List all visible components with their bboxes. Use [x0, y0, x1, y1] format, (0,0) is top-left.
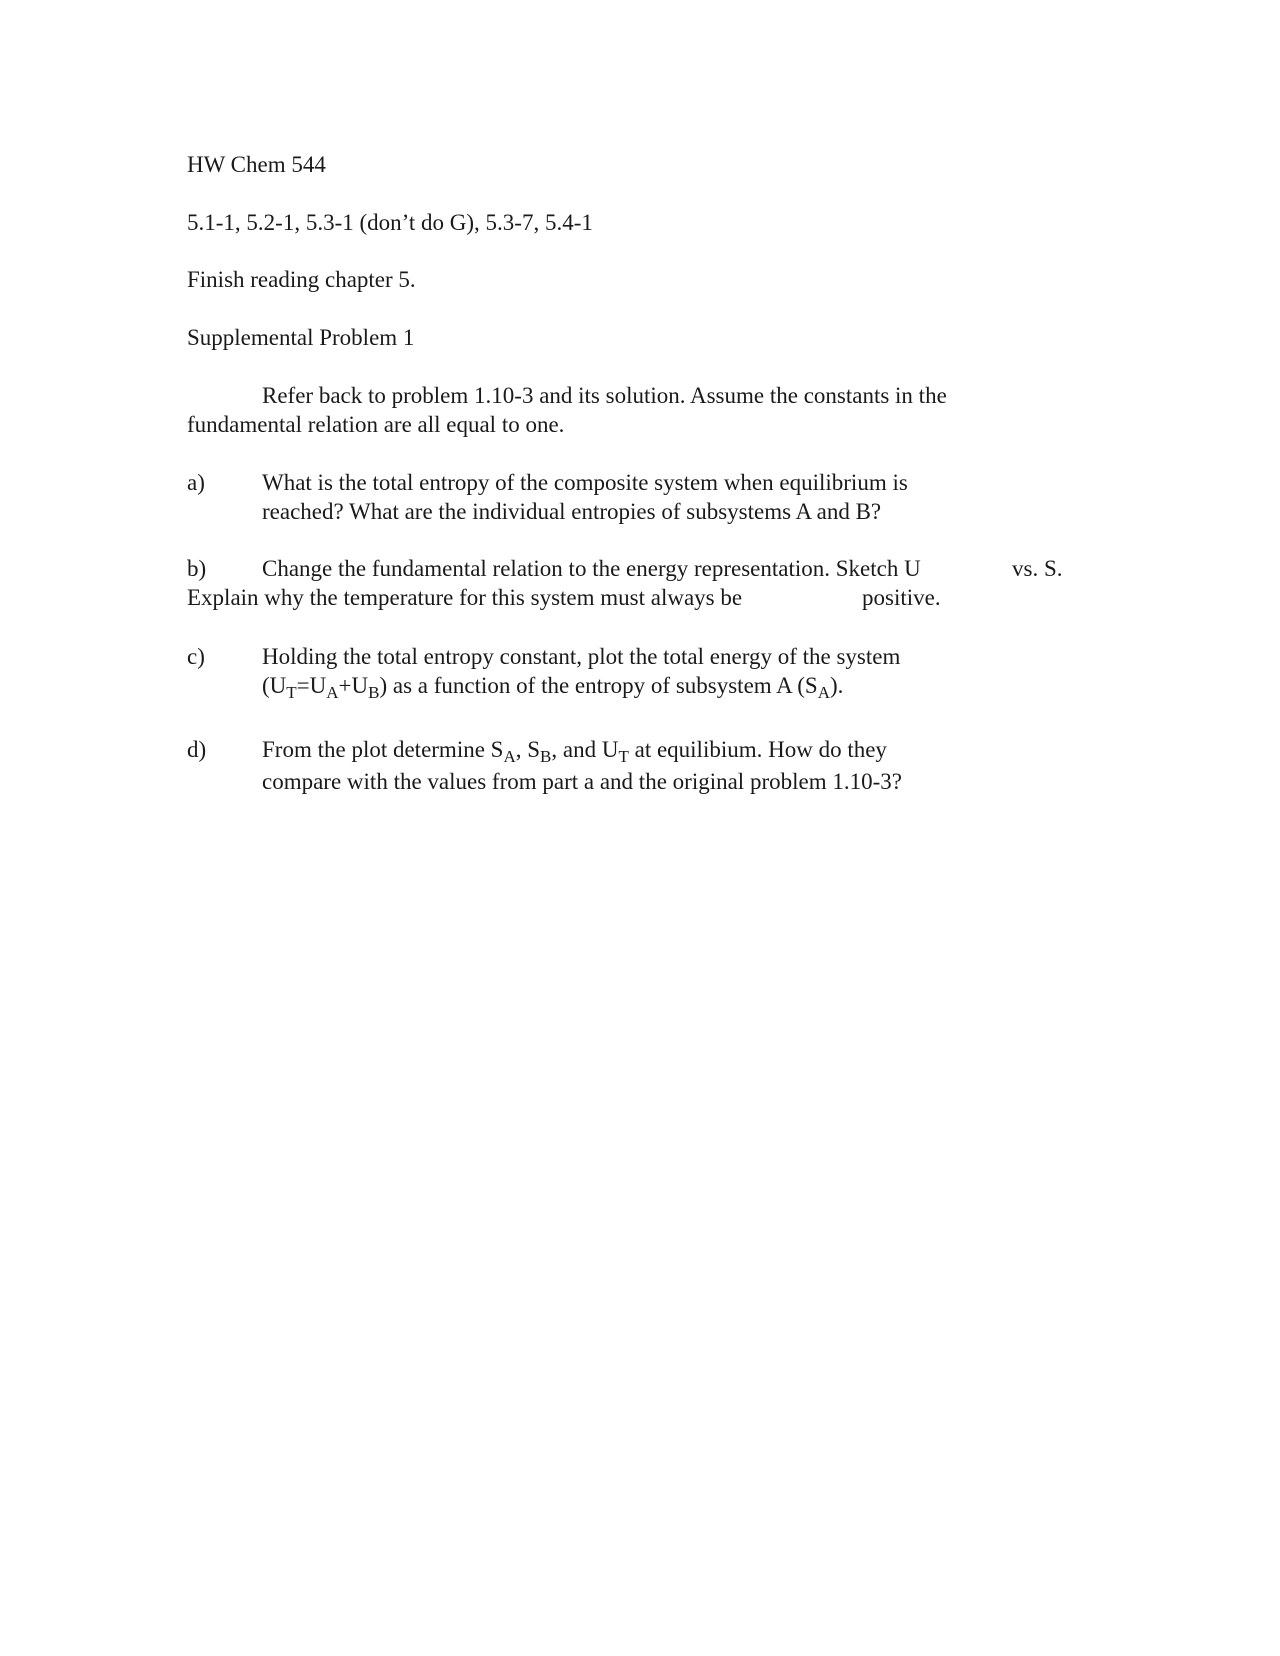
part-d-line-1-end: at equilibium. How do they [628, 737, 887, 762]
part-c-line-2-rest: ) as a function of the entropy of subsystem A (S [379, 673, 818, 698]
part-b-line-2: Explain why the temperature for this system must always be [187, 585, 743, 610]
part-c-line-2-close: ). [829, 673, 844, 698]
part-b-line-1: Change the fundamental relation to the energy representation. Sketch U [262, 556, 921, 581]
assigned-problems: 5.1-1, 5.2-1, 5.3-1 (don’t do G), 5.3-7, 5.4-1 [187, 210, 593, 235]
energy-symbol: (U [262, 673, 287, 698]
equals-energy: =U [296, 673, 327, 698]
entropy-b-symbol: , S [515, 737, 541, 762]
part-c-line-1: Holding the total entropy constant, plot the total energy of the system [262, 644, 901, 669]
subscript-t: T [618, 747, 629, 766]
part-d-line-1 [262, 736, 887, 764]
part-a-line-2: reached? What are the individual entropies of subsystems A and B? [262, 499, 882, 524]
energy-total-symbol: , and U [551, 737, 619, 762]
part-d-label: d) [187, 737, 207, 762]
subscript-a: A [326, 683, 339, 702]
part-b-line-1-end: vs. S. [1012, 556, 1063, 581]
part-a-label: a) [187, 470, 205, 495]
part-c-label: c) [187, 644, 205, 669]
subscript-a: A [503, 747, 516, 766]
part-d-line-2: compare with the values from part a and the original problem 1.10-3? [262, 769, 902, 794]
supplemental-heading: Supplemental Problem 1 [187, 325, 415, 350]
subscript-a-entropy: A [817, 683, 830, 702]
homework-title: HW Chem 544 [187, 152, 326, 177]
intro-line-1: Refer back to problem 1.10-3 and its solution. Assume the constants in the [262, 383, 947, 408]
part-a-line-1: What is the total entropy of the composite system when equilibrium is [262, 470, 908, 495]
subscript-b: B [368, 683, 380, 702]
part-b-label: b) [187, 556, 207, 581]
reading-assignment: Finish reading chapter 5. [187, 267, 416, 292]
subscript-b: B [540, 747, 552, 766]
intro-line-2: fundamental relation are all equal to one. [187, 412, 565, 437]
subscript-t: T [286, 683, 297, 702]
plus-energy: +U [338, 673, 369, 698]
part-c-line-2 [262, 672, 843, 700]
part-d-line-1-start: From the plot determine S [262, 737, 504, 762]
part-b-line-2-end: positive. [862, 585, 941, 610]
